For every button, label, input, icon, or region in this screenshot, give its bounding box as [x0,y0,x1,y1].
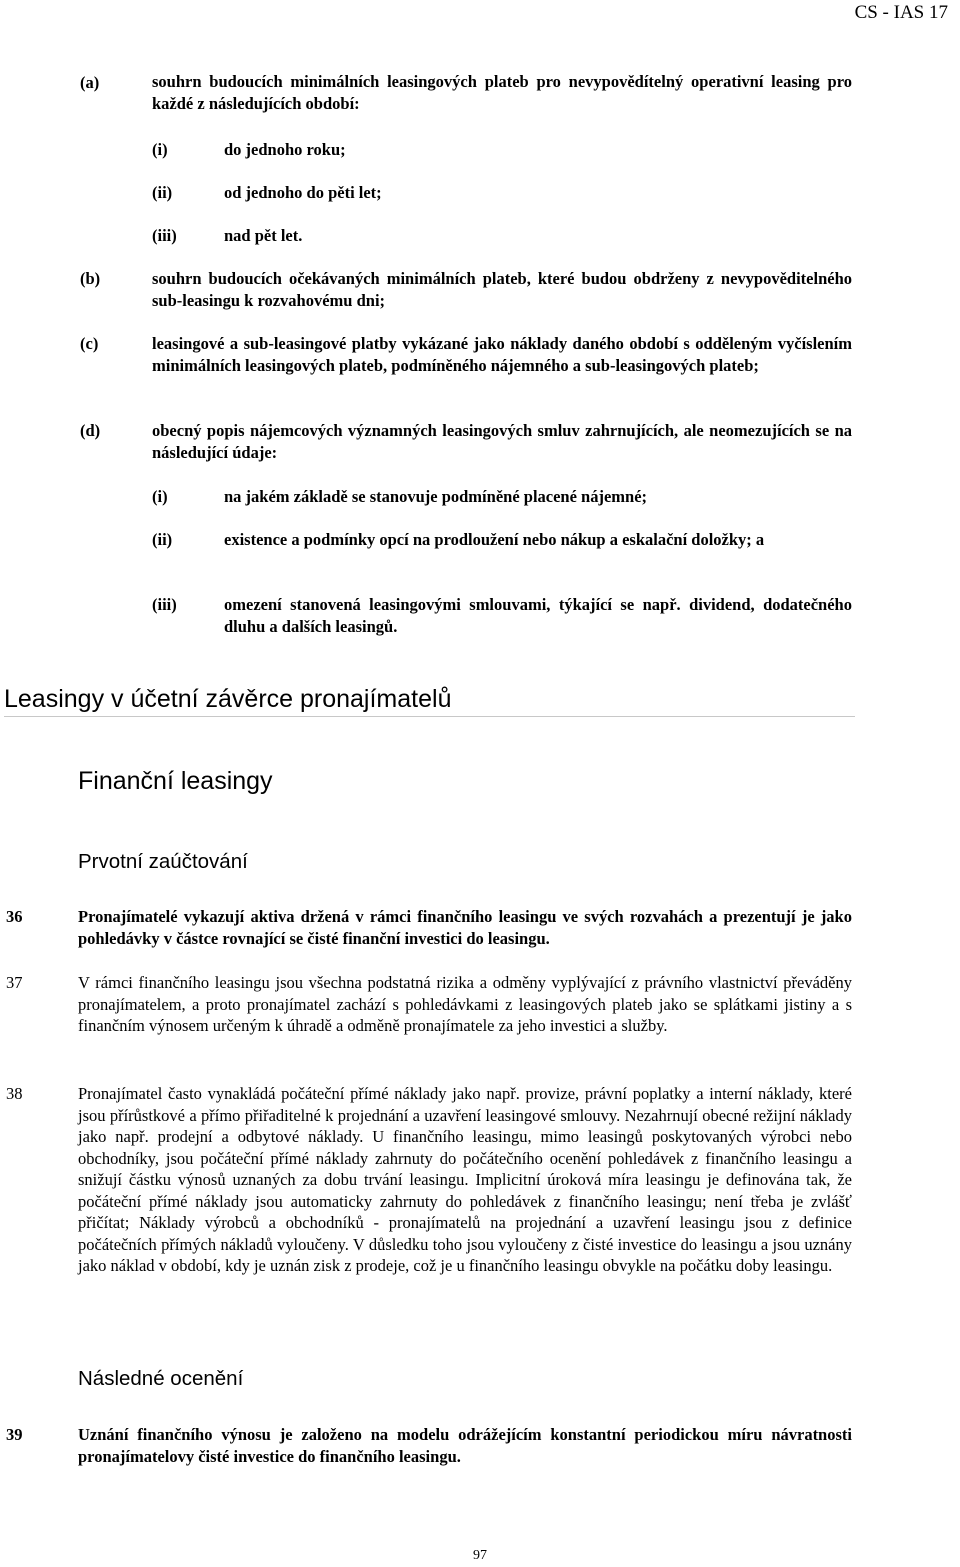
sublist-label-a-ii: (ii) [152,183,173,202]
paragraph-number-36: 36 [6,907,23,926]
paragraph-number-39: 39 [6,1425,23,1444]
list-text-d: obecný popis nájemcových významných leasingových smluv zahrnujících, ale neomezujících se na následující údaje: [152,421,852,462]
paragraph-38: Pronajímatel často vynakládá počáteční přímé náklady jako např. provize, právní poplatky a interní náklady, které jsou přírůstkové a přímo přiřaditelné k projednání a uzavření leasingové smlouvy. Nezahrnují obecné režijní náklady jako např. prodejní a odbytové náklady. U finančního leasingu, mimo leasingů poskytovaných výrobci nebo obchodníky, jsou počáteční přímé náklady zahrnuty do počátečního ocenění pohledávek z finančního leasingu a snižují částku výnosů uznaných za dobu trvání leasingu. Implicitní úroková míra leasingu je definována tak, že počáteční přímé náklady jsou automaticky zahrnuty do pohledávek z finančního leasingu; není třeba je zvlášť přičítat; Náklady výrobců a obchodníků - pronajímatelů na projednání a uzavření leasingu jsou z definice počátečních přímých nákladů vyloučeny. V důsledku toho jsou vyloučeny z čisté investice do leasingu a jsou uznány jako náklad v období, kdy je uznán zisk z prodeje, což je u finančního leasingu obvykle na počátku doby leasingu. [78,1084,852,1275]
section-title: Leasingy v účetní závěrce pronajímatelů [4,685,452,713]
sublist-label-a-i: (i) [152,140,168,159]
sublist-text-d-iii: omezení stanovená leasingovými smlouvami, týkající se např. dividend, dodatečného dluhu a dalších leasingů. [224,595,852,636]
sublist-text-a-ii: od jednoho do pěti let; [224,183,382,202]
paragraph-37: V rámci finančního leasingu jsou všechna podstatná rizika a odměny vyplývající z právního vlastnictví převáděny pronajímatelem, a proto pronajímatel zachází s pohledávkami z leasingových plateb jako se splátkami jistiny a s finančním výnosem určeným k úhradě a odměně pronajímatele za jeho investici a služby. [78,973,852,1035]
document-code: CS - IAS 17 [854,2,948,23]
list-text-b: souhrn budoucích očekávaných minimálních plateb, které budou obdrženy z nevypověditelného sub-leasingu k rozvahovému dni; [152,269,852,310]
sublist-label-a-iii: (iii) [152,226,177,245]
paragraph-number-37: 37 [6,973,23,992]
paragraph-39: Uznání finančního výnosu je založeno na modelu odrážejícím konstantní periodickou míru návratnosti pronajímatelovy čisté investice do finančního leasingu. [78,1425,852,1466]
list-label-c: (c) [80,334,99,353]
heading-subsequent-measurement: Následné ocenění [78,1367,244,1390]
sublist-label-d-iii: (iii) [152,595,177,614]
sublist-text-d-ii: existence a podmínky opcí na prodloužení nebo nákup a eskalační doložky; a [224,530,765,549]
list-label-d: (d) [80,421,101,440]
subsection-title: Finanční leasingy [78,767,273,795]
sublist-text-a-iii: nad pět let. [224,226,303,245]
list-text-a: souhrn budoucích minimálních leasingových plateb pro nevypovědítelný operativní leasing pro každé z následujících období: [152,72,852,113]
sublist-label-d-ii: (ii) [152,530,173,549]
section-divider [4,716,855,717]
list-label-b: (b) [80,269,101,288]
list-label-a: (a) [80,73,100,92]
paragraph-36: Pronajímatelé vykazují aktiva držená v rámci finančního leasingu ve svých rozvahách a prezentují je jako pohledávky v částce rovnající se čisté finanční investici do leasingu. [78,907,852,948]
page-number: 97 [473,1548,487,1563]
sublist-text-a-i: do jednoho roku; [224,140,346,159]
sublist-text-d-i: na jakém základě se stanovuje podmíněné placené nájemné; [224,487,648,506]
sublist-label-d-i: (i) [152,487,168,506]
paragraph-number-38: 38 [6,1084,23,1103]
heading-initial-recognition: Prvotní zaúčtování [78,850,248,873]
list-text-c: leasingové a sub-leasingové platby vykázané jako náklady daného období s odděleným vyčíslením minimálních leasingových plateb, podmíněného nájemného a sub-leasingových plateb; [152,334,852,375]
